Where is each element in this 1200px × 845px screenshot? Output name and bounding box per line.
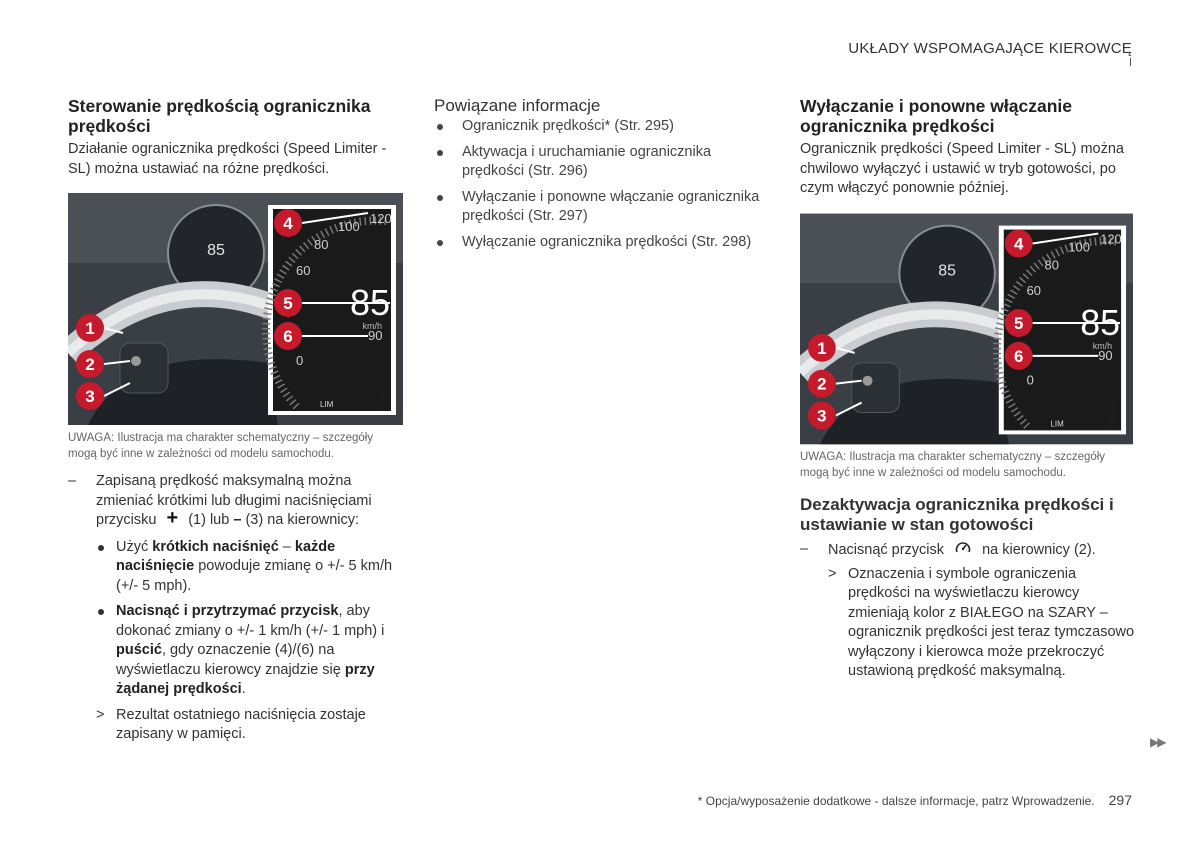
result-wrap — [800, 565, 1135, 682]
related-info-title: Powiązane informacje — [434, 96, 601, 115]
step-item — [800, 540, 1135, 561]
bold-text: przy żądanej prędkości — [116, 661, 375, 697]
intro-text: Ogranicznik prędkości (Speed Limiter - SL) można chwilowo wyłączyć i ustawić w tryb gotowości, po czym włączyć ponownie później. — [800, 141, 1124, 196]
steering-wheel-illustration — [800, 213, 1133, 445]
speed-unit: km/h — [1092, 340, 1113, 351]
section-title: Wyłączanie i ponowne włączanie ogranicznika prędkości — [800, 96, 1072, 136]
figure-code: G037829 — [1109, 399, 1117, 429]
speedo-tick-label: 90 — [368, 328, 383, 343]
text: , gdy oznaczenie (4)/(6) na wyświetlaczu kierowcy znajdzie się — [116, 642, 345, 678]
callout-number: 1 — [817, 338, 827, 358]
callout-number: 3 — [85, 387, 95, 406]
speedo-tick-label: 120 — [370, 211, 392, 226]
bold-text: krótkich naciśnięć — [152, 538, 279, 555]
callout-number: 4 — [283, 214, 293, 233]
header-marker — [1130, 58, 1131, 66]
callout-number: 5 — [1013, 314, 1024, 333]
speed-unit: km/h — [362, 321, 382, 331]
page-footer — [698, 792, 1132, 808]
result-marker: > — [828, 565, 837, 582]
step-text: na kierownicy (2). — [982, 542, 1096, 558]
speed-limiter-icon — [954, 540, 972, 556]
intro-text: Działanie ogranicznika prędkości (Speed Limiter - SL) można ustawiać na różne prędkości. — [68, 141, 387, 177]
limiter-label: LIM — [320, 400, 334, 409]
bullet-dot — [98, 609, 104, 615]
pad-button — [863, 376, 873, 386]
minus-symbol: – — [233, 512, 242, 528]
continue-arrows-icon: ▶▶ — [1150, 735, 1165, 749]
text: . — [241, 681, 246, 697]
small-speed-readout: 85 — [207, 242, 225, 259]
text: – — [278, 538, 295, 555]
speedo-tick-label: 60 — [296, 263, 311, 278]
callout-number: 6 — [1013, 346, 1024, 366]
speedo-tick-label: 0 — [1026, 372, 1034, 388]
speedo-tick-label: 60 — [1026, 283, 1041, 299]
step-text-c: (3) na kierownicy: — [245, 512, 360, 528]
related-link[interactable] — [434, 117, 769, 137]
step-text: Nacisnąć przycisk — [828, 542, 945, 558]
deactivation-section — [800, 495, 1135, 682]
result-item — [96, 706, 403, 745]
link-text[interactable]: Wyłączanie i ponowne włączanie ogranicznika prędkości (Str. 297) — [462, 188, 760, 224]
section-title: Sterowanie prędkością ogranicznika prędkości — [68, 96, 371, 136]
speedo-tick-label: 80 — [1044, 257, 1059, 273]
steering-wheel-illustration — [68, 193, 403, 425]
small-speed-readout: 85 — [938, 262, 956, 280]
sub-item-long-press — [96, 602, 403, 700]
caption-block-left — [68, 430, 403, 462]
caption-block-right — [800, 449, 1135, 481]
step-text-b: (1) lub — [188, 512, 230, 528]
pad-button — [131, 356, 141, 366]
speedo-tick-label: 100 — [1068, 239, 1090, 255]
figure-code: G037829 — [379, 380, 386, 409]
link-text[interactable]: Ogranicznik prędkości* (Str. 295) — [462, 118, 674, 134]
step-item — [68, 472, 403, 531]
limiter-label: LIM — [1050, 419, 1064, 429]
illustration-caption: UWAGA: Ilustracja ma charakter schematyczny – szczegóły mogą być inne w zależności od modelu samochodu. — [800, 451, 1106, 479]
column-right — [800, 96, 1135, 199]
callout-number: 3 — [817, 406, 827, 426]
sub-item-short-press — [96, 538, 403, 597]
step-text: Zapisaną prędkość maksymalną można zmieniać krótkimi lub długimi naciśnięciami przycisku — [96, 473, 372, 528]
related-links-list — [434, 117, 769, 252]
plus-icon: + — [166, 507, 179, 529]
speedo-tick-label: 90 — [1098, 347, 1113, 363]
speedo-tick-label: 0 — [296, 353, 304, 368]
related-link[interactable] — [434, 143, 769, 182]
related-link[interactable] — [434, 188, 769, 227]
callout-number: 2 — [85, 355, 95, 374]
result-text: Oznaczenia i symbole ograniczenia prędkości na wyświetlaczu kierowcy zmieniają kolor z BIAŁEGO na SZARY – ogranicznik prędkości jest teraz tymczasowo wyłączony i kierowca może przekroczyć ustawioną prędkość maksymalną. — [848, 565, 1135, 679]
speedo-tick-label: 120 — [1100, 231, 1122, 247]
bold-text: Nacisnąć i przytrzymać przycisk — [116, 603, 339, 619]
column-middle — [434, 96, 769, 252]
result-text: Rezultat ostatniego naciśnięcia zostaje zapisany w pamięci. — [116, 706, 366, 742]
text: powoduje zmianę o +/- 5 km/h (+/- 5 mph). — [116, 558, 393, 594]
footnote: * Opcja/wyposażenie dodatkowe - dalsze informacje, patrz Wprowadzenie. — [697, 794, 1095, 808]
bullet-dot — [437, 240, 443, 246]
subsection-title: Dezaktywacja ogranicznika prędkości i ustawianie w stan gotowości — [800, 495, 1114, 534]
running-header: UKŁADY WSPOMAGAJĄCE KIEROWCĘ — [848, 40, 1132, 57]
bullet-dot — [98, 545, 104, 551]
callout-number: 4 — [1013, 234, 1024, 254]
result-marker: > — [96, 706, 105, 723]
bullet-dot — [437, 150, 443, 156]
column-left — [68, 96, 403, 179]
bold-text: każde naciśnięcie — [116, 538, 336, 574]
text: , aby dokonać zmiany o +/- 1 km/h (+/- 1 mph) i — [116, 603, 385, 639]
callout-number: 1 — [85, 319, 95, 338]
big-speed-readout: 85 — [349, 282, 390, 323]
big-speed-readout: 85 — [1080, 302, 1121, 343]
speedo-tick-label: 100 — [338, 219, 360, 234]
bullet-dot — [437, 124, 443, 130]
link-text[interactable]: Wyłączanie ogranicznika prędkości (Str. 298) — [462, 233, 752, 250]
dash-marker: – — [800, 541, 809, 557]
sub-list — [68, 538, 403, 745]
related-link[interactable] — [434, 233, 769, 253]
text: Użyć — [116, 538, 153, 555]
result-item — [828, 565, 1135, 682]
callout-number: 6 — [283, 327, 293, 346]
instructions-left — [68, 472, 403, 745]
illustration-caption: UWAGA: Ilustracja ma charakter schematyczny – szczegóły mogą być inne w zależności od modelu samochodu. — [68, 432, 374, 460]
page-number: 297 — [1108, 792, 1132, 808]
speedo-tick-label: 80 — [314, 237, 329, 252]
callout-number: 2 — [817, 374, 827, 394]
dash-marker: – — [68, 473, 77, 489]
link-text[interactable]: Aktywacja i uruchamianie ogranicznika prędkości (Str. 296) — [462, 143, 712, 179]
bold-text: puścić — [116, 642, 162, 658]
bullet-dot — [437, 195, 443, 201]
callout-number: 5 — [283, 294, 293, 313]
